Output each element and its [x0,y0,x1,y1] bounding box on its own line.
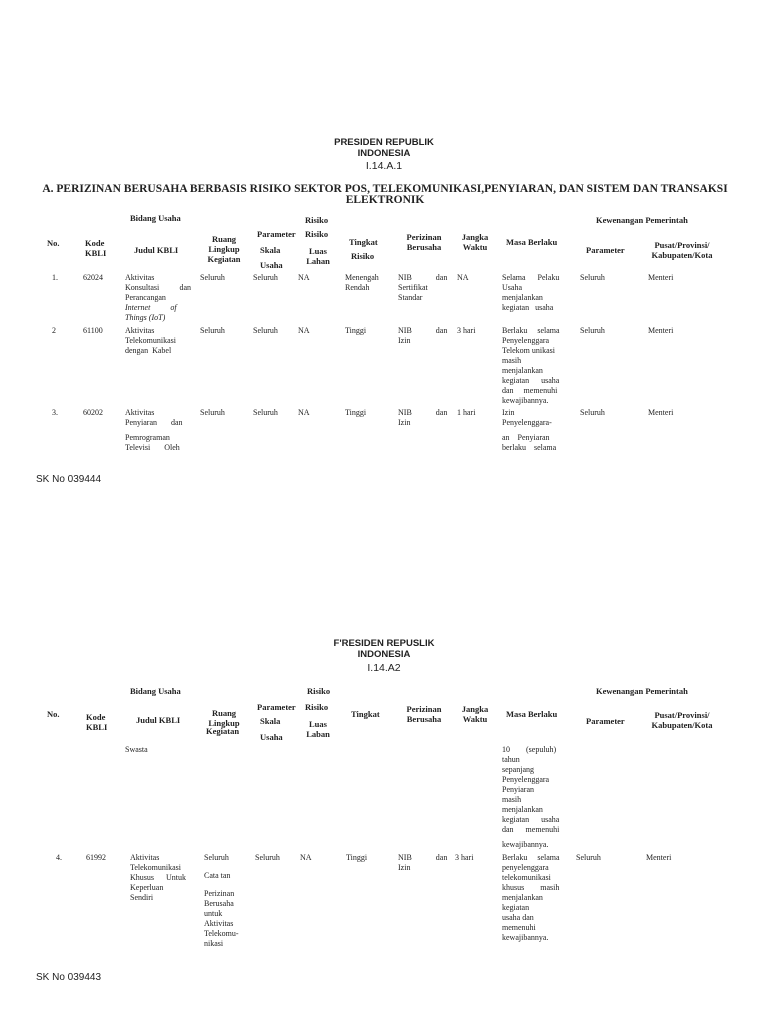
row1-luas: NA [298,273,310,282]
row3-pusat: Menteri [648,408,674,417]
row2-parameter: Seluruh [580,326,605,335]
row2-no: 2 [52,326,56,335]
header-bidang-usaha: Bidang Usaha [130,686,181,696]
header-risiko: Risiko [305,215,329,225]
document-page-1 [0,0,768,490]
row4-perizinan: NIB dan Izin [398,853,448,872]
header-usaha: Usaha [260,732,283,742]
row3-jangka: 1 hari [457,408,476,417]
row3-parameter: Seluruh [580,408,605,417]
row4-judul: Aktivitas Telekomunikasi Khusus Untuk Keperluan Sendiri [130,853,187,902]
header-bidang-usaha: Bidang Usaha [130,213,181,223]
header-skala: Skala [260,245,281,255]
row1-ruang: Seluruh [200,273,225,282]
header-ruang-lingkup: Ruang Lingkup [208,708,240,728]
header-no: No. [47,709,60,719]
row2-masa: Berlaku selama Penyelenggara Telekom unikasi masih menjalankan kegiatan usaha dan memenuhi kewajibannya. [502,326,560,405]
header-risiko-2: Risiko [305,229,329,239]
row4-jangka: 3 hari [455,853,474,862]
row2-perizinan: NIB dan Izin [398,326,448,345]
row1-tingkat: Menengah Rendah [345,273,379,292]
header-kewenangan: Kewenangan Pemerintah [596,686,688,696]
header-line-2: INDONESIA [357,148,411,159]
row2-pusat: Menteri [648,326,674,335]
header-line-1: PRESIDEN REPUBLIK [334,137,434,148]
row3-judul: Aktivitas Penyiaran dan Pemrograman Televisi Oleh [125,408,183,452]
annex-code: I.14.A2 [367,662,401,674]
row3-no: 3. [52,408,58,417]
row4-masa: Berlaku selama penyelenggara telekomunikasi khusus masih menjalankan kegiatan usaha dan memenuhi kewajibannya. [502,853,560,942]
row1-no: 1. [52,273,58,282]
header-tingkat-risiko: Risiko [351,251,375,261]
header-judul-kbli: Judul KBLI [134,245,179,255]
row1-judul: Aktivitas Konsultasi dan Perancangan Internet of Things (IoT) [125,273,191,322]
document-page-2 [0,490,768,1024]
header-pusat-provinsi: Pusat/Provinsi/ Kabupaten/Kota [651,710,713,730]
row3-tingkat: Tinggi [345,408,367,417]
header-line-2: INDONESIA [357,649,411,660]
row2-ruang: Seluruh [200,326,225,335]
annex-code: I.14.A.1 [365,160,403,172]
row1-masa: Selama Pelaku Usaha menjalankan kegiatan usaha [502,273,560,312]
row2-kode: 61100 [83,326,103,335]
row2-skala: Seluruh [253,326,278,335]
row4-parameter: Seluruh [576,853,601,862]
header-jangka-waktu: Jangka Waktu [461,704,489,724]
row2-jangka: 3 hari [457,326,476,335]
header-kewenangan: Kewenangan Pemerintah [596,215,688,225]
row2-tingkat: Tinggi [345,326,367,335]
header-perizinan-berusaha: Perizinan Berusaha [406,704,442,724]
row1-kode: 62024 [83,273,103,282]
row1-pusat: Menteri [648,273,674,282]
header-jangka-waktu: Jangka Waktu [461,232,489,252]
page1-footer-sk: SK No 039444 [36,474,102,485]
header-usaha: Usaha [260,260,283,270]
header-line-1: F'RESIDEN REPUSLIK [333,638,435,649]
row4-skala: Seluruh [255,853,280,862]
header-skala: Skala [260,716,281,726]
header-no: No. [47,238,60,248]
header-risiko-2: Risiko [305,702,329,712]
header-parameter-kewenangan: Parameter [586,245,625,255]
row4-ruang: Seluruh Cata tan Perizinan Berusaha untuk Aktivitas Telekomu- nikasi [204,853,239,948]
header-parameter-kewenangan: Parameter [586,716,625,726]
section-title: A. PERIZINAN BERUSAHA BERBASIS RISIKO SEKTOR POS, TELEKOMUNIKASI,PENYIARAN, DAN SISTEM DAN TRANSAKSI ELEKTRONIK [42,183,728,206]
row1-skala: Seluruh [253,273,278,282]
header-tingkat: Tingkat [351,709,380,719]
header-masa-berlaku: Masa Berlaku [506,709,558,719]
cont-row-judul: Swasta [125,745,148,754]
header-tingkat: Tingkat [349,237,378,247]
row2-luas: NA [298,326,310,335]
page2-footer-sk: SK No 039443 [36,972,102,983]
header-luas-lahan: Luas Laban [306,719,330,739]
row3-ruang: Seluruh [200,408,225,417]
row1-parameter: Seluruh [580,273,605,282]
header-parameter: Parameter [257,702,296,712]
row3-kode: 60202 [83,408,103,417]
header-pusat-provinsi: Pusat/Provinsi/ Kabupaten/Kota [651,240,713,260]
row3-skala: Seluruh [253,408,278,417]
row4-tingkat: Tinggi [346,853,368,862]
header-ruang-lingkup-cut: Kegiatan [206,726,240,736]
header-kode-kbli: Kode KBLI [85,238,107,258]
row4-pusat: Menteri [646,853,672,862]
row3-luas: NA [298,408,310,417]
row4-kode: 61992 [86,853,106,862]
header-masa-berlaku: Masa Berlaku [506,237,558,247]
cont-row-masa: 10 (sepuluh) tahun sepanjang Penyelenggara Penyiaran masih menjalankan kegiatan usaha dan memenuhi kewajibannya. [502,745,560,849]
row1-jangka: NA [457,273,469,282]
header-parameter: Parameter [257,229,296,239]
header-perizinan-berusaha: Perizinan Berusaha [406,232,442,252]
header-judul-kbli: Judul KBLI [136,715,181,725]
row4-no: 4. [56,853,62,862]
header-risiko: Risiko [307,686,331,696]
row1-perizinan: NIB dan Sertifikat Standar [398,273,448,302]
row3-masa: Izin Penyelenggara- an Penyiaran berlaku selama [502,408,557,452]
row4-luas: NA [300,853,312,862]
row2-judul: Aktivitas Telekomunikasi dengan Kabel [125,326,176,355]
header-luas-lahan: Luas Lahan [306,246,330,266]
header-kode-kbli: Kode KBLI [86,712,108,732]
row3-perizinan: NIB dan Izin [398,408,448,427]
header-ruang-lingkup: Ruang Lingkup Kegiatan [207,234,241,264]
